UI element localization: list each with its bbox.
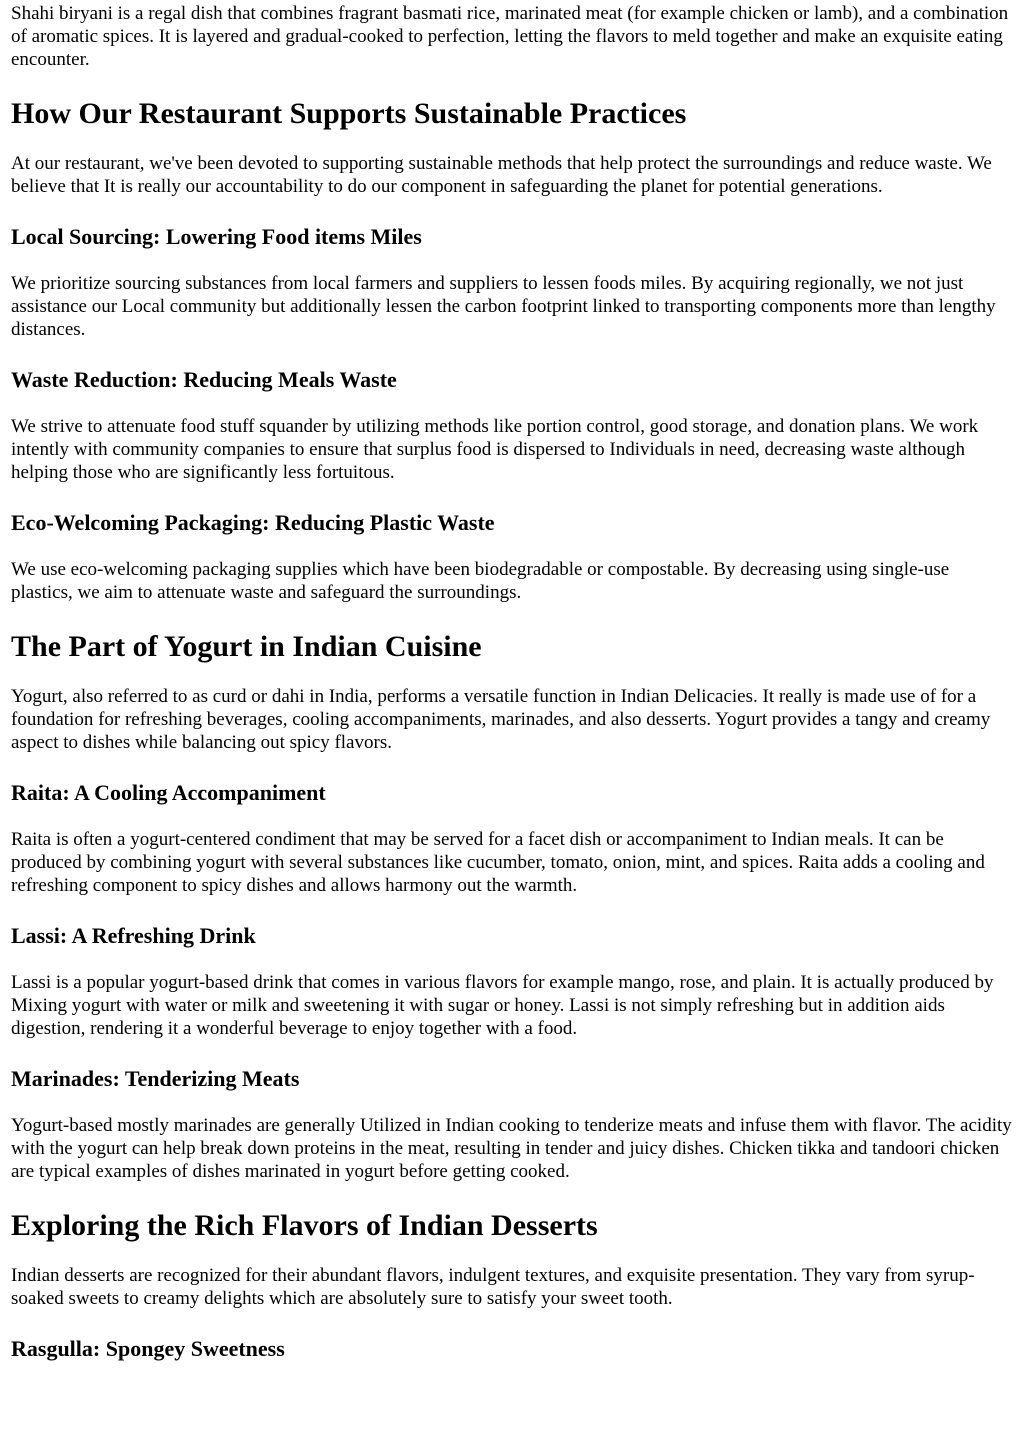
intro-paragraph-shahi-biryani: Shahi biryani is a regal dish that combines fragrant basmati rice, marinated meat (for example chicken or lamb), and a combination of aromatic spices. It is layered and gradual-cooked to perfection, letting the flavors to meld together and make an exquisite eating encounter. <box>11 3 1009 70</box>
heading-yogurt-cuisine: The Part of Yogurt in Indian Cuisine <box>11 630 482 663</box>
heading-marinades: Marinades: Tenderizing Meats <box>11 1066 300 1091</box>
paragraph-eco-packaging: We use eco-welcoming packaging supplies which have been biodegradable or compostable. By decreasing using single-use plastics, we aim to attenuate waste and safeguard the surroundings. <box>11 559 950 603</box>
paragraph-marinades: Yogurt-based mostly marinades are generally Utilized in Indian cooking to tenderize meats and infuse them with flavor. The acidity with the yogurt can help break down proteins in the meat, resulting in tender and juicy dishes. Chicken tikka and tandoori chicken are typical examples of dishes marinated in yogurt before getting cooked. <box>11 1115 1012 1182</box>
heading-local-sourcing: Local Sourcing: Lowering Food items Miles <box>11 224 422 249</box>
paragraph-local-sourcing: We prioritize sourcing substances from local farmers and suppliers to lessen foods miles. By acquiring regionally, we not just assistance our Local community but additionally lessen the carbon footprint linked to transporting components more than lengthy distances. <box>11 273 996 340</box>
paragraph-indian-desserts: Indian desserts are recognized for their abundant flavors, indulgent textures, and exquisite presentation. They vary from syrup-soaked sweets to creamy delights which are absolutely sure to satisfy your sweet tooth. <box>11 1265 975 1309</box>
heading-waste-reduction: Waste Reduction: Reducing Meals Waste <box>11 367 397 392</box>
heading-rasgulla: Rasgulla: Spongey Sweetness <box>11 1336 285 1361</box>
heading-eco-packaging: Eco-Welcoming Packaging: Reducing Plastic Waste <box>11 510 495 535</box>
heading-raita: Raita: A Cooling Accompaniment <box>11 780 326 805</box>
paragraph-sustainable-practices: At our restaurant, we've been devoted to supporting sustainable methods that help protect the surroundings and reduce waste. We believe that It is really our accountability to do our component in safeguarding the planet for potential generations. <box>11 153 992 197</box>
heading-indian-desserts: Exploring the Rich Flavors of Indian Desserts <box>11 1209 598 1242</box>
paragraph-waste-reduction: We strive to attenuate food stuff squander by utilizing methods like portion control, good storage, and donation plans. We work intently with community companies to ensure that surplus food is dispersed to Individuals in need, decreasing waste although helping those who are significantly less fortuitous. <box>11 416 979 483</box>
paragraph-raita: Raita is often a yogurt-centered condiment that may be served for a facet dish or accompaniment to Indian meals. It can be produced by combining yogurt with several substances like cucumber, tomato, onion, mint, and spices. Raita adds a cooling and refreshing component to spicy dishes and allows harmony out the warmth. <box>11 829 985 896</box>
heading-sustainable-practices: How Our Restaurant Supports Sustainable Practices <box>11 97 687 130</box>
article-body <box>0 2 1024 1362</box>
paragraph-lassi: Lassi is a popular yogurt-based drink that comes in various flavors for example mango, rose, and plain. It is actually produced by Mixing yogurt with water or milk and sweetening it with sugar or honey. Lassi is not simply refreshing but in addition aids digestion, rendering it a wonderful beverage to enjoy together with a food. <box>11 972 994 1039</box>
paragraph-yogurt-cuisine: Yogurt, also referred to as curd or dahi in India, performs a versatile function in Indian Delicacies. It really is made use of for a foundation for refreshing beverages, cooling accompaniments, marinades, and also desserts. Yogurt provides a tangy and creamy aspect to dishes while balancing out spicy flavors. <box>11 686 991 753</box>
heading-lassi: Lassi: A Refreshing Drink <box>11 923 256 948</box>
